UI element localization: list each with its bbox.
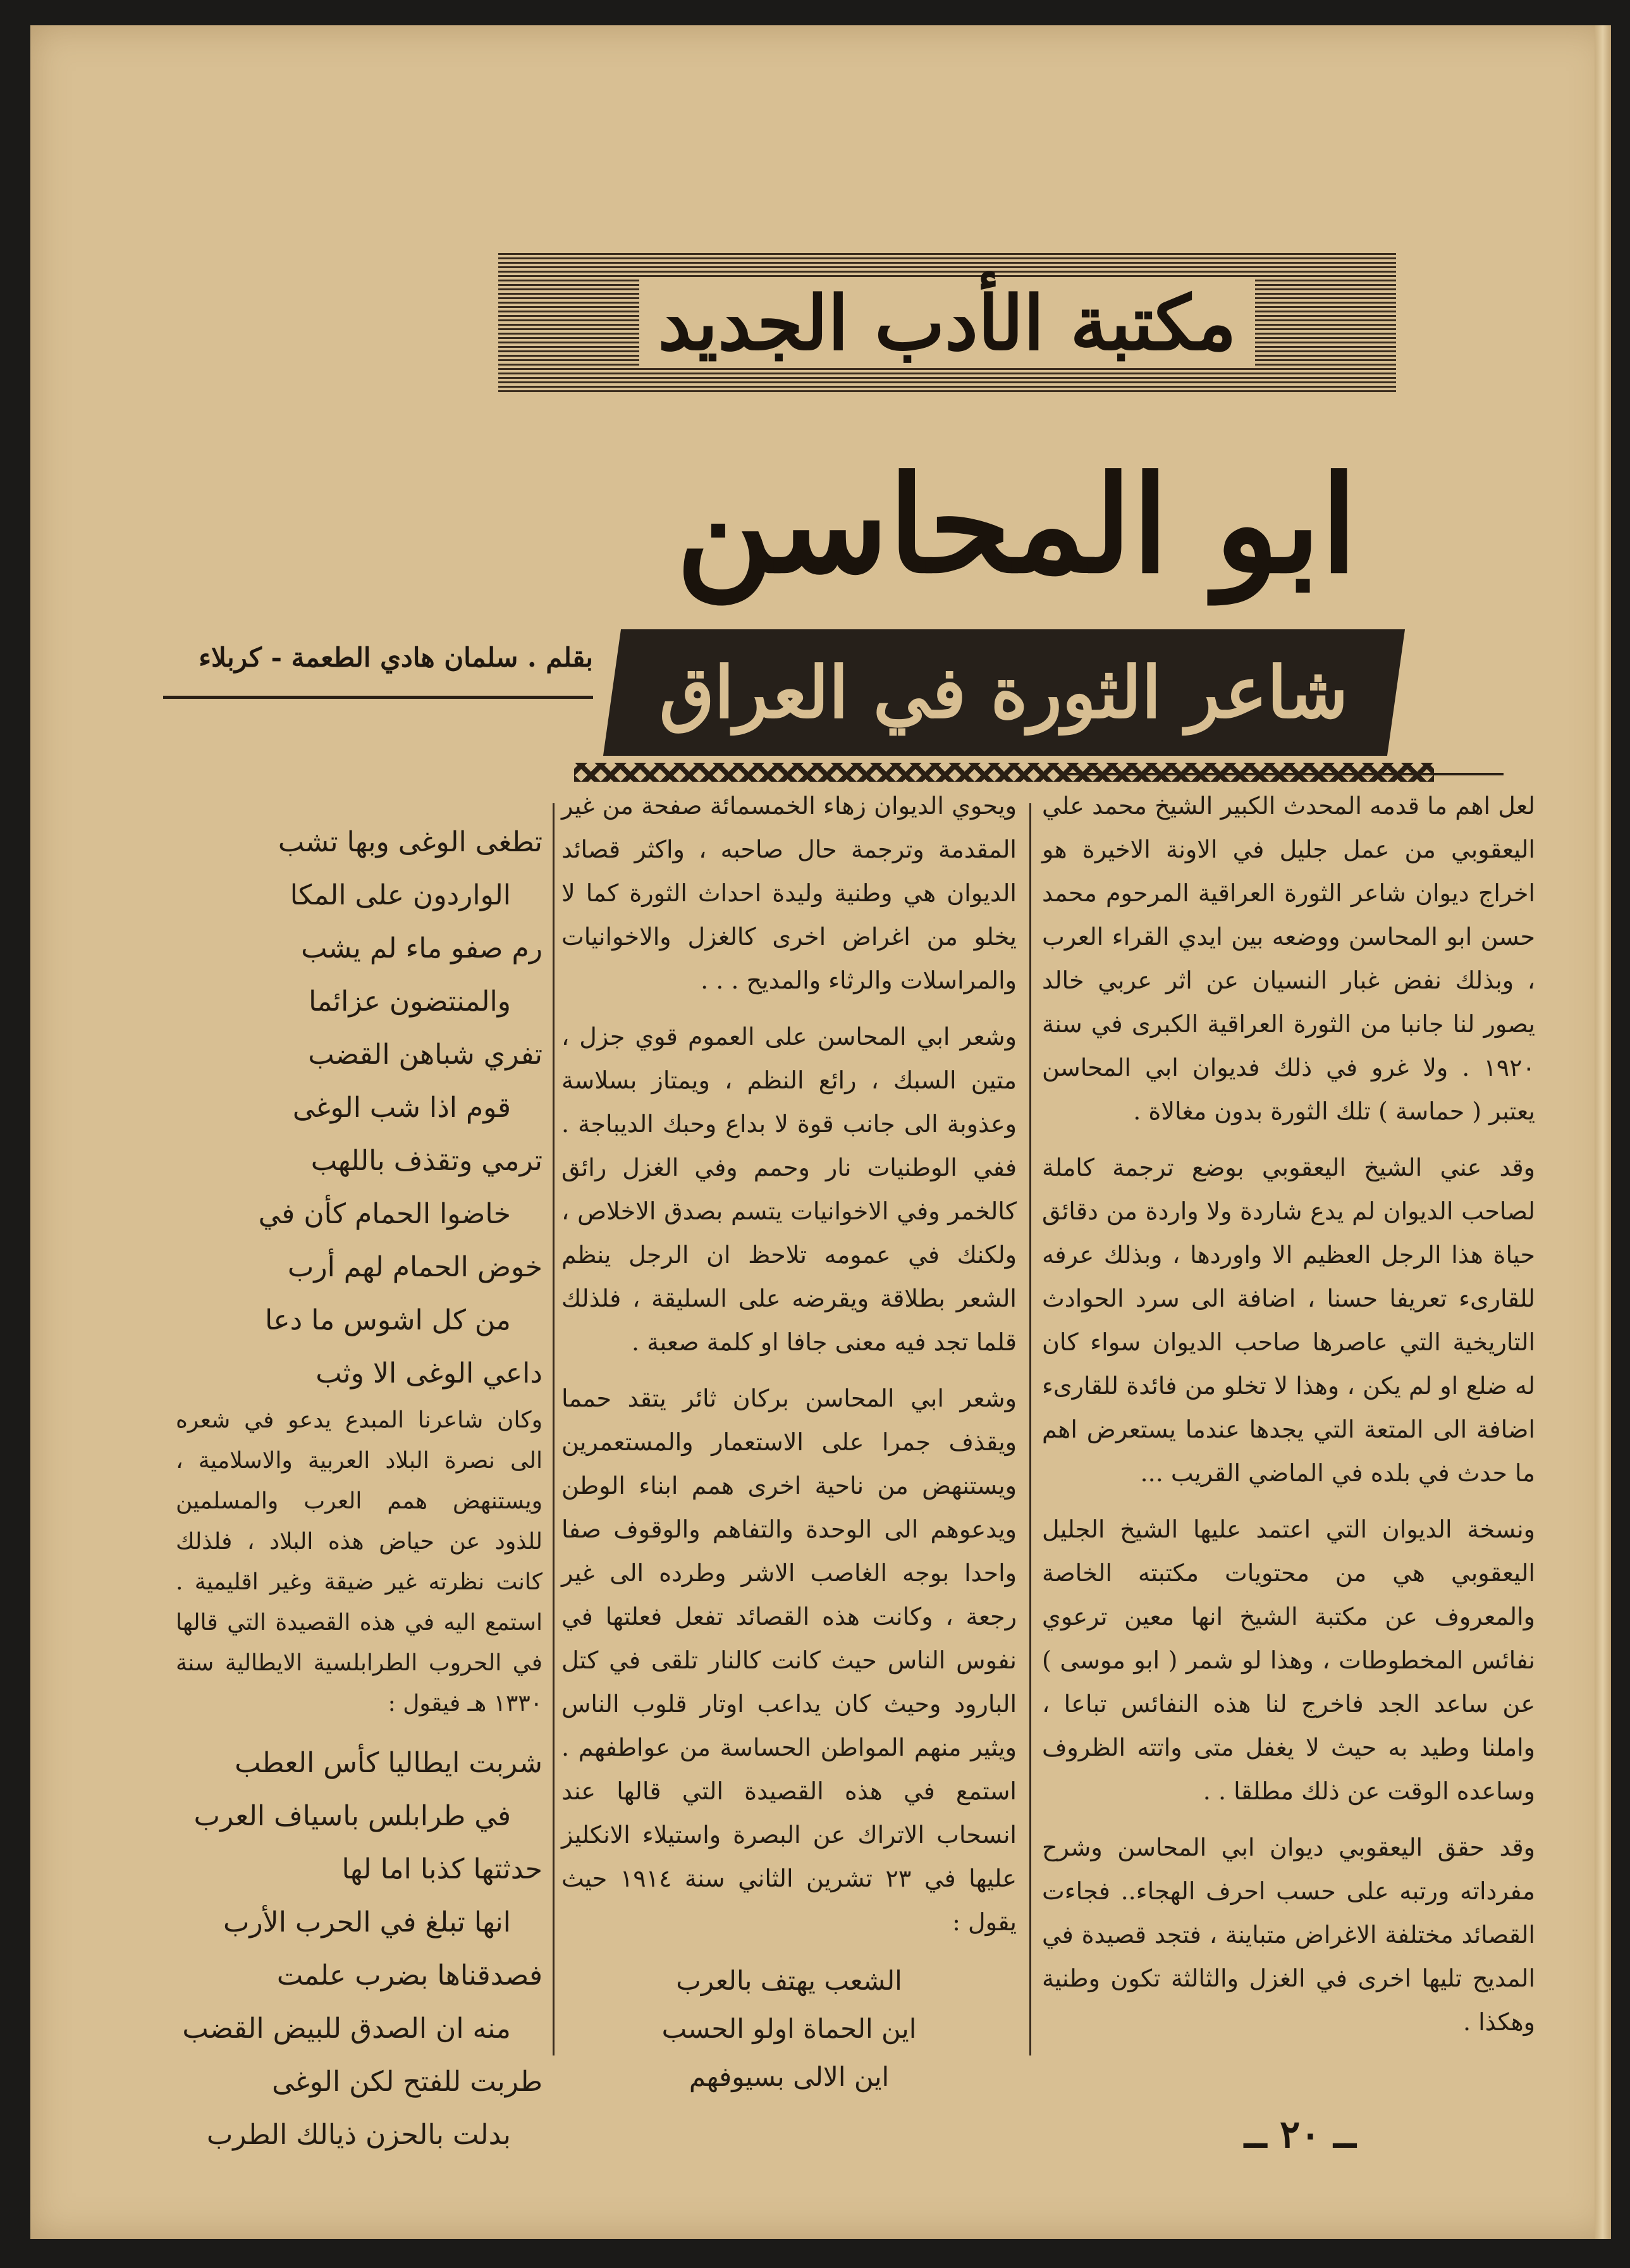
article-subtitle: شاعر الثورة في العراق bbox=[659, 651, 1349, 734]
paragraph: وقد عني الشيخ اليعقوبي بوضع ترجمة كاملة لصاحب الديوان لم يدع شاردة ولا واردة من دقائق حياة هذا الرجل العظيم الا واوردها ، وبذلك عرفه للقارىء تعريفا حسنا ، اضافة الى سرد الحوادث التاريخية التي عاصرها صاحب الديوان سواء كان له ضلع او لم يكن ، وهذا لا تخلو من فائدة للقارىء اضافة الى المتعة التي يجدها عندما يستعرض اهم ما حدث في بلده في الماضي القريب ... bbox=[1042, 1154, 1535, 1487]
section-title: مكتبة الأدب الجديد bbox=[639, 279, 1256, 367]
verse-line: والمنتضون عزائما bbox=[309, 985, 511, 1018]
byline-rule bbox=[163, 696, 593, 699]
decorative-zigzag-border bbox=[574, 763, 1434, 782]
paragraph: ويحوي الديوان زهاء الخمسمائة صفحة من غير المقدمة وترجمة حال صاحبه ، واكثر قصائد الديوان هي وطنية وليدة احداث الثورة كما لا يخلو من اغراض اخرى كالغزل والاخوانيات والمراسلات والرثاء والمديح . . . bbox=[561, 792, 1017, 994]
column-left bbox=[176, 816, 542, 2162]
verse-line: الشعب يهتف بالعرب bbox=[676, 1965, 902, 1996]
column-right bbox=[1042, 784, 1535, 2057]
magazine-page bbox=[30, 25, 1611, 2239]
column-divider bbox=[553, 803, 555, 2055]
column-divider bbox=[1029, 803, 1031, 2055]
verse-line: شربت ايطاليا كأس العطب bbox=[235, 1747, 542, 1779]
verse-line: تفري شباهن القضب bbox=[308, 1038, 542, 1071]
byline: بقلم . سلمان هادي الطعمة - كربلاء bbox=[199, 642, 593, 673]
verse-line: فصدقناها بضرب علمت bbox=[276, 1959, 542, 1992]
subtitle-banner bbox=[603, 629, 1405, 756]
column-middle bbox=[561, 784, 1017, 2101]
page-number: ــ ٢٠ ــ bbox=[1244, 2112, 1356, 2157]
article-title: ابو المحاسن bbox=[676, 447, 1357, 603]
paragraph: وقد حقق اليعقوبي ديوان ابي المحاسن وشرح مفرداته ورتبه على حسب احرف الهجاء.. فجاءت القصائد مختلفة الاغراض متباينة ، فتجد قصيدة في المديح تليها اخرى في الغزل والثالثة تكون وطنية وهكذا . bbox=[1042, 1834, 1535, 2036]
verse-line: تطغى الوغى وبها تشب bbox=[278, 826, 542, 858]
paragraph: وكان شاعرنا المبدع يدعو في شعره الى نصرة البلاد العربية والاسلامية ، ويستنهض همم العرب والمسلمين للذود عن حياض هذه البلاد ، فلذلك كانت نظرته غير ضيقة وغير اقليمية . استمع اليه في هذه القصيدة التي قالها في الحروب الطرابلسية الايطالية سنة ١٣٣٠ هـ فيقول : bbox=[176, 1407, 542, 1716]
column-top-rule bbox=[1061, 773, 1504, 775]
verse-line: اين الالى بسيوفهم bbox=[689, 2061, 890, 2092]
paragraph: لعل اهم ما قدمه المحدث الكبير الشيخ محمد علي اليعقوبي من عمل جليل في الاونة الاخيرة هو اخراج ديوان شاعر الثورة العراقية المرحوم محمد حسن ابو المحاسن ووضعه بين ايدي القراء العرب ، وبذلك نفض غبار النسيان عن اثر عربي خالد يصور لنا جانبا من الثورة العراقية الكبرى في سنة ١٩٢٠ . ولا غرو في ذلك فديوان ابي المحاسن يعتبر ( حماسة ) تلك الثورة بدون مغالاة . bbox=[1042, 792, 1535, 1125]
verse-line: من كل اشوس ما دعا bbox=[264, 1304, 511, 1336]
page-spine-edge bbox=[1595, 25, 1611, 2239]
verse-line: طربت للفتح لكن الوغى bbox=[272, 2066, 542, 2098]
verse-line: منه ان الصدق للبيض القضب bbox=[182, 2012, 511, 2045]
verse-line: قوم اذا شب الوغى bbox=[292, 1092, 511, 1124]
verse-line: خاضوا الحمام كأن في bbox=[258, 1198, 511, 1230]
verse-line: الواردون على المكا bbox=[290, 879, 511, 911]
verse-line: داعي الوغى الا وثب bbox=[316, 1357, 542, 1390]
verse-line: بدلت بالحزن ذيالك الطرب bbox=[206, 2119, 511, 2151]
verse-line: في طرابلس باسياف العرب bbox=[193, 1800, 511, 1832]
verse-line: رم صفو ماء لم يشب bbox=[301, 932, 542, 965]
paragraph: وشعر ابي المحاسن على العموم قوي جزل ، متين السبك ، رائع النظم ، ويمتاز بسلاسة وعذوبة الى جانب قوة لا بداع وحبك الديباجة . ففي الوطنيات نار وحمم وفي الغزل رائق كالخمر وفي الاخوانيات يتسم بصدق الاخلاص ، ولكنك في عمومه تلاحظ ان الرجل ينظم الشعر بطلاقة ويقرضه على السليقة ، فلذلك قلما تجد فيه معنى جافا او كلمة صعبة . bbox=[561, 1023, 1017, 1356]
paragraph: وشعر ابي المحاسن بركان ثائر يتقد حمما ويقذف جمرا على الاستعمار والمستعمرين ويستنهض من ناحية اخرى همم ابناء الوطن ويدعوهم الى الوحدة والتفاهم والوقوف صفا واحدا بوجه الغاصب الاشر وطرده الى غير رجعة ، وكانت هذه القصائد تفعل فعلتها في نفوس الناس حيث كانت كالنار تلقى في كتل البارود وحيث كان يداعب اوتار قلوب الناس ويثير منهم المواطن الحساسة من عواطفهم . استمع في هذه القصيدة التي قالها عند انسحاب الاتراك عن البصرة واستيلاء الانكليز عليها في ٢٣ تشرين الثاني سنة ١٩١٤ حيث يقول : bbox=[561, 1384, 1017, 1936]
verse-line: اين الحماة اولو الحسب bbox=[661, 2013, 917, 2044]
verse-line: انها تبلغ في الحرب الأرب bbox=[223, 1906, 511, 1938]
verse-line: حدثتها كذبا اما لها bbox=[341, 1853, 542, 1885]
paragraph: ونسخة الديوان التي اعتمد عليها الشيخ الجليل اليعقوبي هي من محتويات مكتبته الخاصة والمعروف عن مكتبة الشيخ انها معين ترعوي نفائس المخطوطات ، وهذا لو شمر ( ابو موسى ) عن ساعد الجد فاخرج لنا هذه النفائس تباعا ، واملنا وطيد به حيث لا يغفل متى واتته الظروف وساعده الوقت عن ذلك مطلقا . . bbox=[1042, 1515, 1535, 1805]
verse-line: ترمي وتقذف باللهب bbox=[310, 1145, 542, 1177]
verse-line: خوض الحمام لهم أرب bbox=[287, 1251, 542, 1283]
section-banner bbox=[498, 253, 1396, 392]
